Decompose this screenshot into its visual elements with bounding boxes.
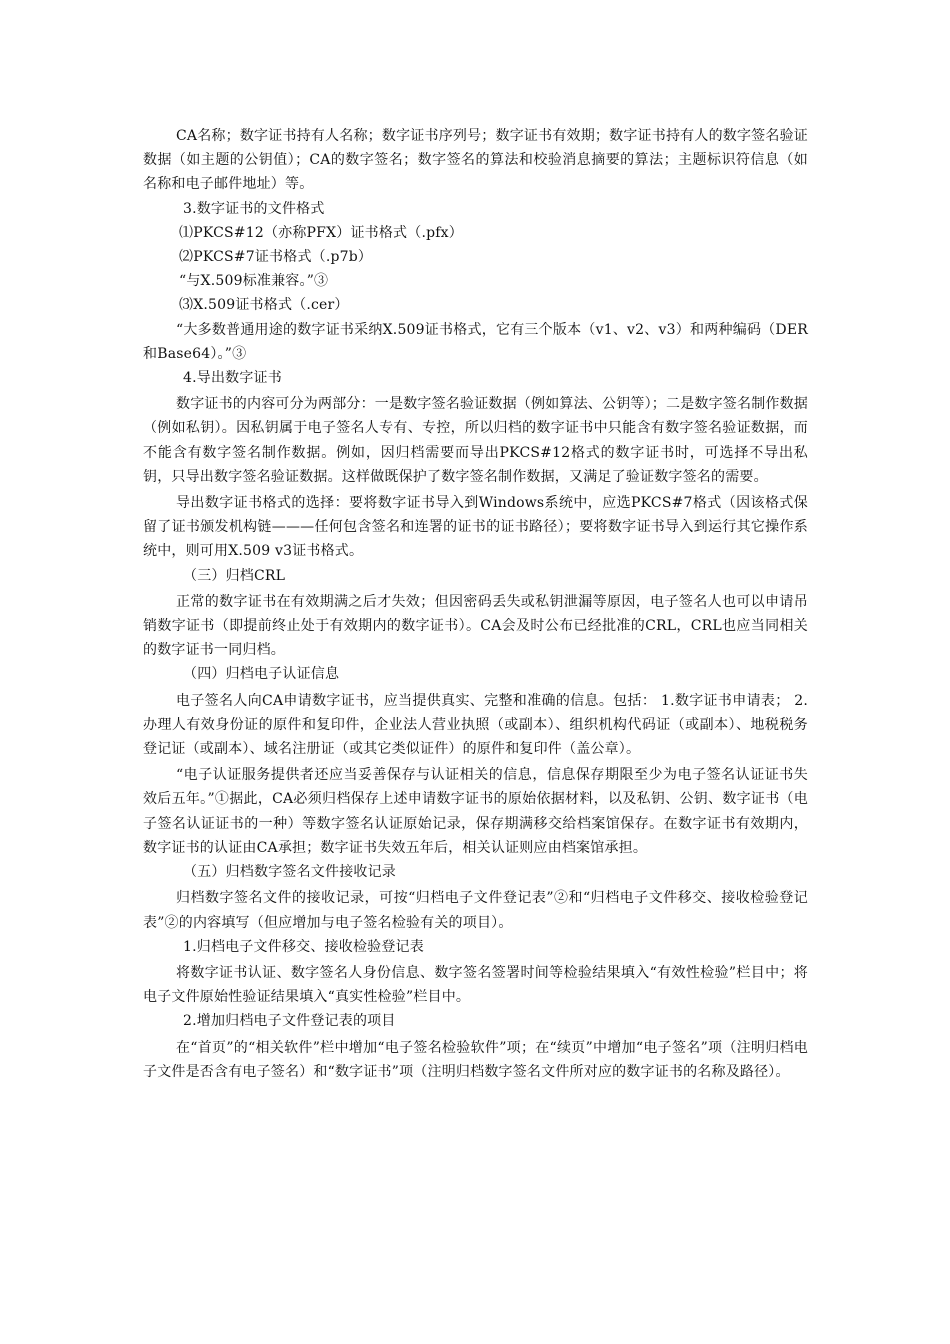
quote-x509-compatible: “与X.509标准兼容。”③ [179, 273, 329, 290]
paragraph-transfer-form: 将数字证书认证、数字签名人身份信息、数字签名签署时间等检验结果填入“有效性检验”栏目中；将电子文件原始性验证结果填入“真实性检验”栏目中。 [143, 964, 808, 1006]
list-item-pkcs12: ⑴PKCS#12（亦称PFX）证书格式（.pfx） [179, 224, 463, 241]
heading-receive-records: （五）归档数字签名文件接收记录 [183, 864, 396, 881]
list-item-x509: ⑶X.509证书格式（.cer） [179, 297, 349, 314]
quote-x509-versions: “大多数普通用途的数字证书采纳X.509证书格式，它有三个版本（v1、v2、v3）和两种编码（DER和Base64）。”③ [143, 321, 808, 362]
heading-archive-crl: （三）归档CRL [183, 567, 286, 584]
document-body [143, 124, 808, 1084]
paragraph-cert-two-parts: 数字证书的内容可分为两部分：一是数字签名验证数据（例如算法、公钥等）；二是数字签名制作数据（例如私钥）。因私钥属于电子签名人专有、专控，所以归档的数字证书中只能含有数字签名验证数据，而不能含有数字签名制作数据。例如，因归档需要而导出PKCS#12格式的数字证书时，可选择不导出私钥，只导出数字签名验证数据。这样做既保护了数字签名制作数据，又满足了验证数字签名的需要。 [143, 396, 808, 485]
paragraph-receive-records: 归档数字签名文件的接收记录，可按“归档电子文件登记表”②和“归档电子文件移交、接收检验登记表”②的内容填写（但应增加与电子签名检验有关的项目）。 [143, 890, 808, 931]
paragraph-apply-cert: 电子签名人向CA申请数字证书，应当提供真实、完整和准确的信息。包括： 1.数字证书申请表； 2.办理人有效身份证的原件和复印件，企业法人营业执照（或副本）、组织机构代码证（或副本）、地税税务登记证（或副本）、域名注册证（或其它类似证件）的原件和复印件（盖公章）。 [143, 692, 808, 758]
heading-register-items: 2.增加归档电子文件登记表的项目 [183, 1013, 396, 1030]
paragraph-crl: 正常的数字证书在有效期满之后才失效；但因密码丢失或私钥泄漏等原因，电子签名人也可以申请吊销数字证书（即提前终止处于有效期内的数字证书）。CA会及时公布已经批准的CRL，CRL也应当同相关的数字证书一同归档。 [143, 593, 808, 659]
list-item-pkcs7: ⑵PKCS#7证书格式（.p7b） [179, 249, 373, 266]
paragraph-auth-retention: “电子认证服务提供者还应当妥善保存与认证相关的信息，信息保存期限至少为电子签名认证证书失效后五年。”①据此，CA必须归档保存上述申请数字证书的原始依据材料，以及私钥、公钥、数字证书（电子签名认证证书的一种）等数字签名认证原始记录，保存期满移交给档案馆保存。在数字证书有效期内，数字证书的认证由CA承担；数字证书失效五年后，相关认证则应由档案馆承担。 [143, 767, 808, 856]
heading-export-cert: 4.导出数字证书 [183, 370, 282, 387]
paragraph-register-items: 在“首页”的“相关软件”栏中增加“电子签名检验软件”项；在“续页”中增加“电子签名”项（注明归档电子文件是否含有电子签名）和“数字证书”项（注明归档数字签名文件所对应的数字证书的名称及路径）。 [143, 1039, 808, 1080]
heading-cert-file-format: 3.数字证书的文件格式 [183, 200, 325, 217]
heading-transfer-form: 1.归档电子文件移交、接收检验登记表 [183, 938, 424, 955]
heading-archive-auth-info: （四）归档电子认证信息 [183, 666, 340, 683]
paragraph-export-format-choice: 导出数字证书格式的选择：要将数字证书导入到Windows系统中，应选PKCS#7格式（因该格式保留了证书颁发机构链———任何包含签名和连署的证书的证书路径）；要将数字证书导入到运行其它操作系统中，则可用X.509 v3证书格式。 [143, 495, 808, 560]
paragraph-cert-contents: CA名称；数字证书持有人名称；数字证书序列号；数字证书有效期；数字证书持有人的数字签名验证数据（如主题的公钥值）；CA的数字签名；数字签名的算法和校验消息摘要的算法；主题标识符信息（如名称和电子邮件地址）等。 [143, 128, 808, 193]
